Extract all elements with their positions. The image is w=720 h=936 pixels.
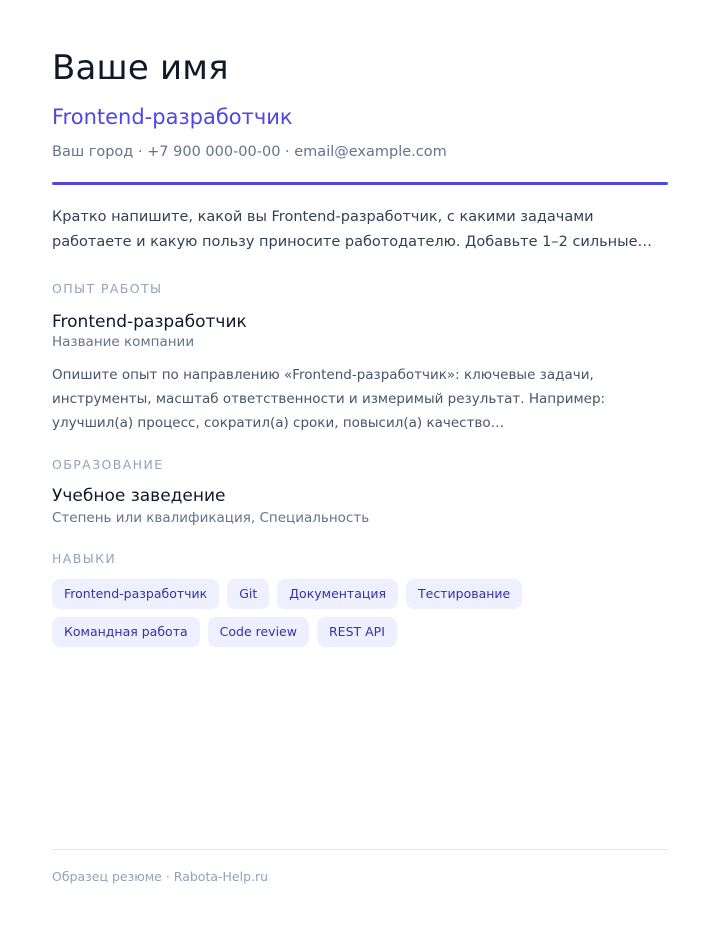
footer <box>52 849 668 885</box>
job-title: Frontend-разработчик <box>52 312 247 332</box>
company-name: Название компании <box>52 334 195 350</box>
skill-chip: Тестирование <box>406 579 522 609</box>
skill-chip: Документация <box>277 579 398 609</box>
footer-divider <box>52 849 668 850</box>
section-title-skills: НАВЫКИ <box>52 551 117 566</box>
summary-text: Кратко напишите, какой вы Frontend-разработчик, с какими задачами работаете и какую пользу приносите работодателю. Добавьте 1–2 сильные… <box>52 209 653 250</box>
candidate-role: Frontend-разработчик <box>52 105 293 129</box>
skill-chip: Frontend-разработчик <box>52 579 219 609</box>
contact-line: Ваш город · +7 900 000-00-00 · email@example.com <box>52 144 447 160</box>
section-title-education: ОБРАЗОВАНИЕ <box>52 457 164 472</box>
footer-text: Образец резюме · Rabota-Help.ru <box>52 869 269 884</box>
section-title-experience: ОПЫТ РАБОТЫ <box>52 281 163 296</box>
candidate-name: Ваше имя <box>52 48 229 88</box>
skill-chip: Командная работа <box>52 617 200 647</box>
job-description: Опишите опыт по направлению «Frontend-разработчик»: ключевые задачи, инструменты, масштаб ответственности и измеримый результат. Например: улучшил(а) процесс, сократил(а) сроки, повысил(а) качество… <box>52 367 606 431</box>
skills-list <box>52 579 672 647</box>
education-degree: Степень или квалификация, Специальность <box>52 510 370 526</box>
education-institution: Учебное заведение <box>52 486 226 506</box>
skill-chip: REST API <box>317 617 397 647</box>
skill-chip: Code review <box>208 617 309 647</box>
skill-chip: Git <box>227 579 269 609</box>
header-divider <box>52 182 668 185</box>
